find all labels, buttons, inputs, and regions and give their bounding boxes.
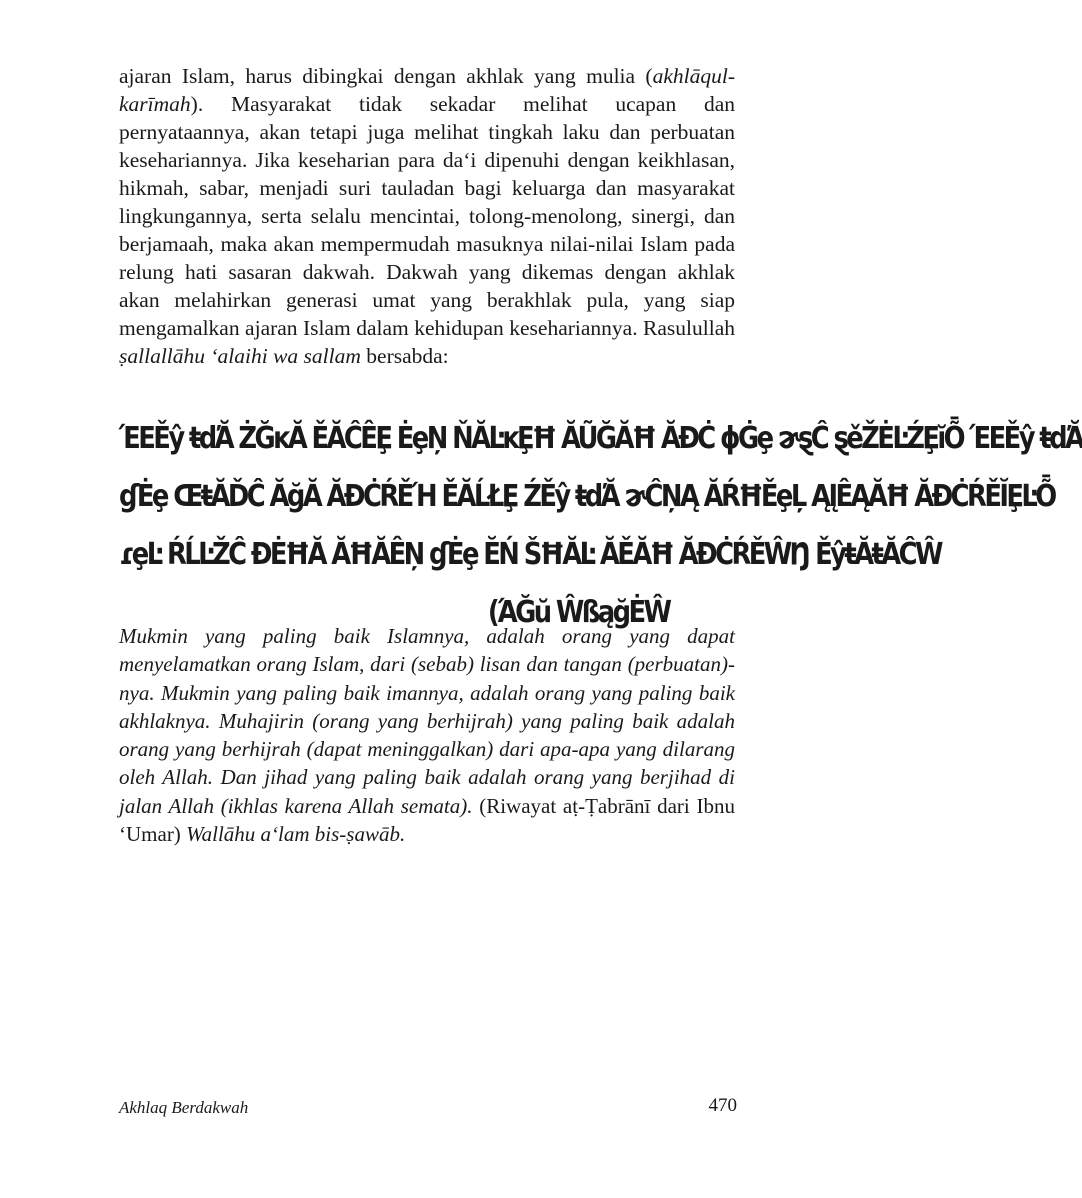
body-paragraph <box>119 62 735 370</box>
hadith-line-3: ɾȩĿ ŔĹĿŽĈ ĐĖĦĂ ĂĦĂÊŅ ɠĖȩ ĔŃ ŠĦĂĿ ĂĚĂĦ ĂĐĊŔĚŴŊ ĚŷŧĂŧĂĈŴ <box>119 537 941 572</box>
hadith-source: (Riwayat aṭ-Ṭabrānī dari Ibnu ‘Umar) <box>119 793 735 847</box>
salutation-term: ṣallallāhu ‘alaihi wa sallam <box>119 344 361 368</box>
page-number: 470 <box>708 1095 737 1116</box>
hadith-translation <box>119 622 735 848</box>
arabic-term-akhlaqul-karimah: akhlāqul-karīmah <box>119 64 735 116</box>
hadith-line-1: ΈΕĚŷ ŧďĂ ŻĞĸĂ ĚĂĈÊȨ ĖȩŅ ŇĂĿĸȨĦ ĂŨĞĂĦ ĂĐĊ ɸĠȩ ɚȿĈ ȿěŽĖĿŹȨĭȬ ΈΕĚŷ ŧďĂ <box>119 421 1082 456</box>
closing-phrase: Wallāhu a‘lam bis-ṣawāb. <box>186 822 406 847</box>
hadith-line-4: (ΆĞŭ ŴßąğĖŴ <box>487 595 670 630</box>
translation-text: Mukmin yang paling baik Islamnya, adalah orang yang dapat menyelamatkan orang Islam, dari (sebab) lisan dan tangan (perbuatan)-nya. Mukmin yang paling baik imannya, adalah orang yang paling baik akhlaknya. Muhajirin (orang yang berhijrah) yang paling baik adalah orang yang berhijrah (dapat meninggalkan) dari apa-apa yang dilarang oleh Allah. Dan jihad yang paling baik adalah orang yang berjihad di jalan Allah (ikhlas karena Allah semata). <box>119 624 735 818</box>
paragraph-text: ajaran Islam, harus dibingkai dengan akhlak yang mulia ( <box>119 64 653 88</box>
running-footer-title: Akhlaq Berdakwah <box>119 1098 249 1117</box>
paragraph-text: ). Masyarakat tidak sekadar melihat ucapan dan pernyataannya, akan tetapi juga melihat tingkah laku dan perbuatan kesehariannya. Jika keseharian para da‘i dipenuhi dengan keikhlasan, hikmah, sabar, menjadi suri tauladan bagi keluarga dan masyarakat lingkungannya, serta selalu mencintai, tolong-menolong, sinergi, dan berjamaah, maka akan mempermudah masuknya nilai-nilai Islam pada relung hati sasaran dakwah. Dakwah yang dikemas dengan akhlak akan melahirkan generasi umat yang berakhlak pula, yang siap mengamalkan ajaran Islam dalam kehidupan kesehariannya. Rasulullah <box>119 92 735 340</box>
hadith-line-2: ɠĖȩ ŒŧĂĎĈ ĂğĂ ĂĐĊŔĚΉ ĚĂĹŁȨ ŹĚŷ ŧďĂ ɚĈŅĄ ĂŔĦĚȩĻ ĄĮÊĄĂĦ ĂĐĊŔĚĬȨĿȬ <box>119 479 1055 514</box>
paragraph-text: bersabda: <box>360 344 449 368</box>
hadith-arabic-block <box>119 410 1082 642</box>
